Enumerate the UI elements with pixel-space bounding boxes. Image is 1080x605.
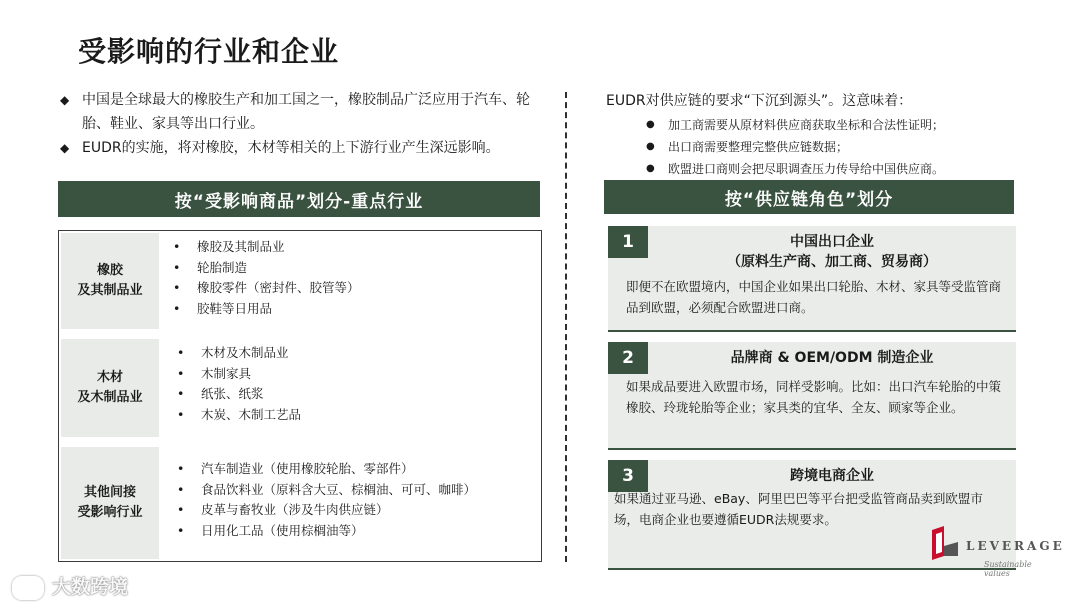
industry-label-text: 木材 及木制品业 [77,370,143,405]
list-item: • 日用化工品（使用棕榈油等） [175,521,476,542]
dashed-divider [565,92,567,562]
role-description: 即便不在欧盟境内，中国企业如果出口轮胎、木材、家具等受监管商品到欧盟，必须配合欧盟进口商。 [626,279,1002,315]
list-item: • 木制家具 [175,364,301,385]
requirements-lead: EUDR对供应链的要求“下沉到源头”。这意味着： [606,93,913,109]
diamond-bullet-icon: ◆ [60,93,70,107]
intro-text: EUDR的实施，将对橡胶，木材等相关的上下游行业产生深远影响。 [82,140,500,156]
intro-item [58,88,548,136]
industry-table [58,230,542,562]
industry-label [61,447,159,559]
role-title: 跨境电商企业 [790,468,874,484]
requirements-list [606,114,1036,180]
industry-items [175,459,476,541]
list-item: • 橡胶及其制品业 [171,237,360,258]
page-title: 受影响的行业和企业 [78,35,340,68]
industry-items [171,237,360,319]
role-description: 如果通过亚马逊、eBay、阿里巴巴等平台把受监管商品卖到欧盟市场，电商企业也要遵循EUDR法规要求。 [614,491,983,527]
role-description: 如果成品要进入欧盟市场，同样受影响。比如：出口汽车轮胎的中策橡胶、玲珑轮胎等企业；家具类的宜华、全友、顾家等企业。 [626,379,1002,415]
industry-label-text: 其他间接 受影响行业 [77,485,143,520]
diamond-bullet-icon: ◆ [60,141,70,155]
list-item: • 橡胶零件（密封件、胶管等） [171,278,360,299]
list-item: ● 加工商需要从原材料供应商获取坐标和合法性证明； [606,114,1036,136]
role-number: 3 [608,460,648,492]
role-number: 2 [608,342,648,374]
list-item: • 汽车制造业（使用橡胶轮胎、零部件） [175,459,476,480]
industry-label [61,339,159,437]
intro-text: 中国是全球最大的橡胶生产和加工国之一，橡胶制品广泛应用于汽车、轮胎、鞋业、家具等出口行业。 [82,92,530,132]
role-card-1 [608,226,1016,332]
list-item: • 食品饮料业（原料含大豆、棕榈油、可可、咖啡） [175,480,476,501]
role-number: 1 [608,226,648,258]
role-card-2 [608,342,1016,450]
list-item: ● 出口商需要整理完整供应链数据； [606,136,1036,158]
industry-group-wood [59,339,541,437]
right-section-header: 按“供应链角色”划分 [604,180,1014,214]
list-item: • 纸张、纸浆 [175,384,301,405]
supply-chain-requirements [606,90,1036,180]
industry-label [61,233,159,329]
role-title: 中国出口企业 （原料生产商、加工商、贸易商） [727,234,937,270]
role-title: 品牌商 & OEM/ODM 制造企业 [730,350,934,366]
watermark [12,572,128,600]
list-item: • 木材及木制品业 [175,343,301,364]
leverage-logo [928,522,1065,578]
logo-name: LEVERAGE [966,539,1065,553]
intro-item [58,136,548,160]
logo-tagline: Sustainable values [984,560,1032,578]
industry-label-text: 橡胶 及其制品业 [77,263,143,298]
industry-group-rubber [59,233,541,329]
watermark-icon [12,576,44,600]
watermark-text: 大数跨境 [52,576,129,598]
leverage-mark-icon [930,526,960,560]
list-item: • 轮胎制造 [171,258,360,279]
industry-items [175,343,301,425]
intro-list [58,88,548,160]
list-item: • 木炭、木制工艺品 [175,405,301,426]
left-section-header: 按“受影响商品”划分-重点行业 [58,181,540,217]
list-item: ● 欧盟进口商则会把尽职调查压力传导给中国供应商。 [606,158,1036,180]
list-item: • 胶鞋等日用品 [171,299,360,320]
industry-group-other [59,447,541,559]
list-item: • 皮革与畜牧业（涉及牛肉供应链） [175,500,476,521]
